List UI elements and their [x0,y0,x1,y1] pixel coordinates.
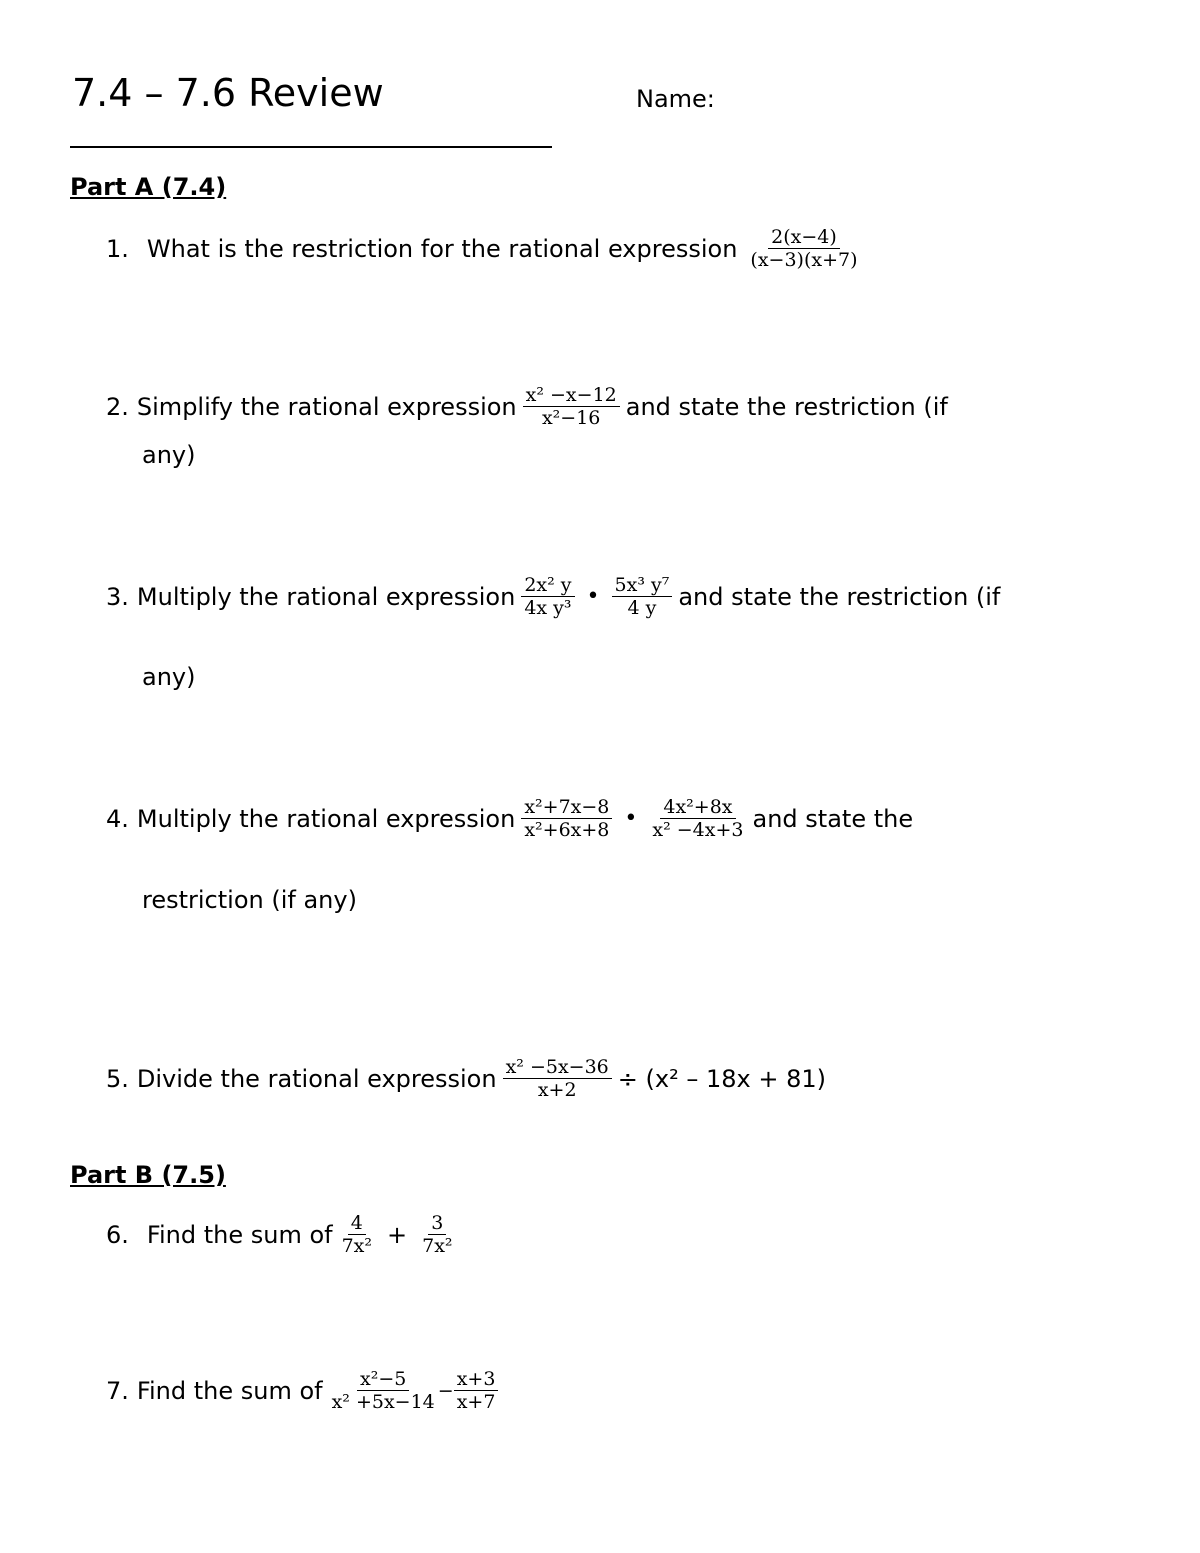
question-text-after: and state the [752,804,914,833]
fraction-1 [521,796,612,841]
fraction-numerator: x+3 [454,1368,499,1391]
question-1 [106,226,867,271]
fraction-denominator: x²−16 [541,407,601,429]
page-title: 7.4 – 7.6 Review [72,71,384,115]
fraction-denominator: x² +5x−14 [331,1391,435,1413]
multiply-operator: • [586,583,600,609]
fraction-numerator: x²−5 [357,1368,409,1391]
fraction-denominator: x+7 [456,1391,496,1413]
question-text: Divide the rational expression [136,1064,497,1093]
fraction-numerator: x²+7x−8 [521,796,612,819]
fraction-numerator: x² −5x−36 [503,1056,612,1079]
fraction-numerator: 2x² y [521,574,574,597]
question-number: 7. [106,1376,129,1405]
question-number: 1. [106,234,129,263]
question-text: Multiply the rational expression [136,582,516,611]
name-label: Name: [636,85,715,113]
question-text: Multiply the rational expression [136,804,516,833]
question-3 [106,574,1000,619]
fraction-denominator: x²+6x+8 [524,819,610,841]
question-number: 5. [106,1064,129,1093]
question-text-after: ÷ (x² – 18x + 81) [617,1064,826,1093]
question-number: 4. [106,804,129,833]
fraction-numerator: 4x²+8x [660,796,735,819]
fraction-denominator: x² −4x+3 [652,819,744,841]
fraction-numerator: 2(x−4) [768,226,840,249]
fraction-2 [419,1212,455,1257]
fraction [503,1056,612,1101]
fraction-2 [649,796,746,841]
fraction-denominator: (x−3)(x+7) [750,249,858,271]
question-text-after: and state the restriction (if [678,582,1001,611]
question-4-continuation: restriction (if any) [142,886,357,914]
part-b-heading: Part B (7.5) [70,1161,226,1189]
question-number: 3. [106,582,129,611]
question-text: Find the sum of [136,1376,323,1405]
header-divider [70,146,552,148]
fraction-numerator: 4 [348,1212,366,1235]
fraction-1 [339,1212,375,1257]
plus-operator: + [387,1220,408,1249]
fraction-denominator: 4 y [627,597,657,619]
fraction-denominator: 7x² [341,1235,372,1257]
question-4 [106,796,913,841]
question-6 [106,1212,462,1257]
fraction-numerator: 3 [428,1212,446,1235]
fraction [523,384,620,429]
minus-operator: − [437,1379,454,1402]
fraction-1 [521,574,574,619]
fraction [747,226,860,271]
question-text: What is the restriction for the rational expression [146,234,738,263]
question-3-continuation: any) [142,663,196,691]
fraction-denominator: 7x² [422,1235,453,1257]
fraction-1 [329,1368,438,1413]
question-number: 6. [106,1220,129,1249]
fraction-2 [612,574,673,619]
question-7 [106,1368,504,1413]
question-5 [106,1056,826,1101]
fraction-numerator: x² −x−12 [523,384,620,407]
question-text-after: and state the restriction (if [625,392,948,421]
question-number: 2. [106,392,129,421]
multiply-operator: • [624,805,638,831]
fraction-denominator: x+2 [537,1079,577,1101]
fraction-denominator: 4x y³ [524,597,572,619]
fraction-2 [454,1368,499,1413]
part-a-heading: Part A (7.4) [70,173,227,201]
question-text: Simplify the rational expression [136,392,517,421]
question-2 [106,384,948,429]
question-2-continuation: any) [142,441,196,469]
question-text: Find the sum of [146,1220,333,1249]
fraction-numerator: 5x³ y⁷ [612,574,673,597]
